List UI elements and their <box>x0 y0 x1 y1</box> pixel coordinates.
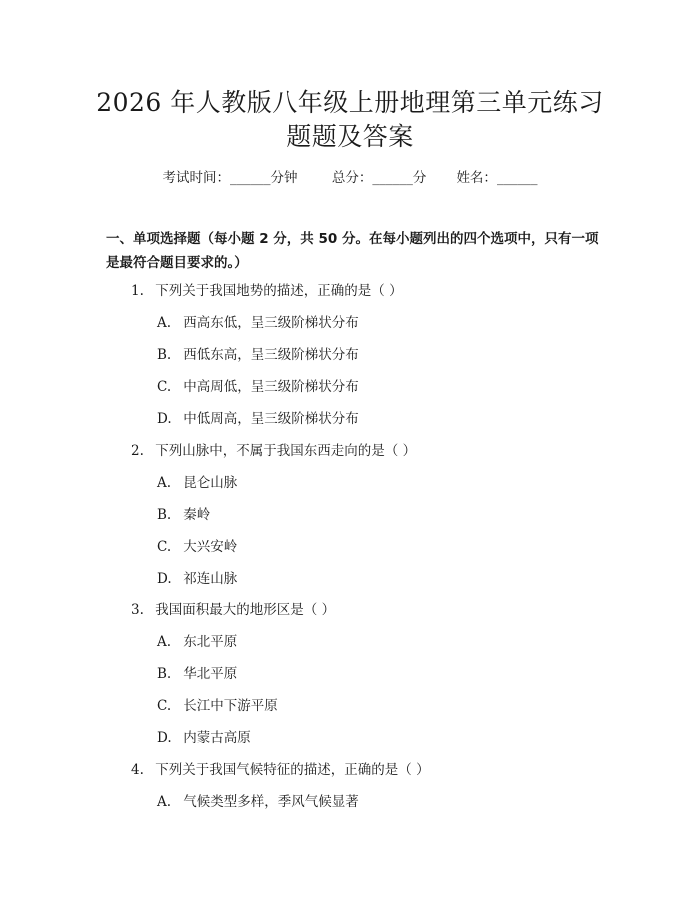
option-text: 西高东低，呈三级阶梯状分布 <box>183 315 359 331</box>
question-3-option-b <box>157 664 597 684</box>
option-text: 西低东高，呈三级阶梯状分布 <box>183 347 359 363</box>
question-2-option-a <box>157 473 597 493</box>
question-3-option-a <box>157 632 597 652</box>
document-title-line2: 题题及答案 <box>286 122 414 151</box>
option-text: 长江中下游平原 <box>183 698 278 714</box>
question-2 <box>131 441 611 461</box>
student-name-blank: ______ <box>496 170 538 186</box>
option-text: 华北平原 <box>183 666 238 682</box>
section-heading-line2: 是最符合题目要求的。） <box>106 255 248 271</box>
question-text: 下列关于我国气候特征的描述，正确的是（ ） <box>155 762 430 778</box>
option-letter: D. <box>157 730 172 746</box>
option-letter: A. <box>157 315 172 331</box>
option-letter: B. <box>157 347 172 363</box>
question-4-option-a <box>157 792 597 812</box>
student-name-label: 姓名： <box>456 170 497 186</box>
section-heading-line1: 一、单项选择题（每小题 2 分，共 50 分。在每小题列出的四个选项中，只有一项 <box>106 231 599 247</box>
question-3 <box>131 600 611 620</box>
question-2-option-d <box>157 569 597 589</box>
question-number: 4. <box>131 762 144 778</box>
question-3-option-c <box>157 696 597 716</box>
question-2-option-c <box>157 537 597 557</box>
question-text: 下列山脉中，不属于我国东西走向的是（ ） <box>155 443 417 459</box>
option-text: 东北平原 <box>183 634 238 650</box>
total-score-label: 总分： <box>331 170 373 186</box>
option-letter: C. <box>157 379 172 395</box>
option-text: 中高周低，呈三级阶梯状分布 <box>183 379 359 395</box>
option-text: 气候类型多样，季风气候显著 <box>183 794 359 810</box>
exam-time-label: 考试时间： <box>162 170 231 186</box>
question-3-option-d <box>157 728 597 748</box>
option-letter: B. <box>157 666 172 682</box>
question-1 <box>131 281 611 301</box>
exam-time-blank: ______ <box>230 170 271 186</box>
option-text: 大兴安岭 <box>183 539 238 555</box>
question-4 <box>131 760 611 780</box>
option-letter: D. <box>157 571 172 587</box>
total-score-blank: ______ <box>372 170 413 186</box>
document-title-line1: 2026 年人教版八年级上册地理第三单元练习 <box>96 88 604 117</box>
question-number: 3. <box>131 602 144 618</box>
option-letter: B. <box>157 507 172 523</box>
option-letter: A. <box>157 634 172 650</box>
question-number: 2. <box>131 443 144 459</box>
question-text: 下列关于我国地势的描述，正确的是（ ） <box>155 283 403 299</box>
option-text: 祁连山脉 <box>183 571 238 587</box>
exam-time-unit: 分钟 <box>270 170 298 186</box>
question-1-option-a <box>157 313 597 333</box>
option-letter: A. <box>157 794 172 810</box>
option-letter: C. <box>157 539 172 555</box>
exam-info-line <box>0 169 700 187</box>
question-1-option-c <box>157 377 597 397</box>
question-1-option-b <box>157 345 597 365</box>
option-letter: C. <box>157 698 172 714</box>
option-letter: D. <box>157 411 172 427</box>
option-text: 内蒙古高原 <box>183 730 251 746</box>
question-number: 1. <box>131 283 144 299</box>
total-score-unit: 分 <box>412 170 427 186</box>
question-1-option-d <box>157 409 597 429</box>
question-2-option-b <box>157 505 597 525</box>
option-text: 中低周高，呈三级阶梯状分布 <box>183 411 359 427</box>
option-letter: A. <box>157 475 172 491</box>
option-text: 秦岭 <box>183 507 211 523</box>
question-text: 我国面积最大的地形区是（ ） <box>155 602 336 618</box>
option-text: 昆仑山脉 <box>183 475 238 491</box>
